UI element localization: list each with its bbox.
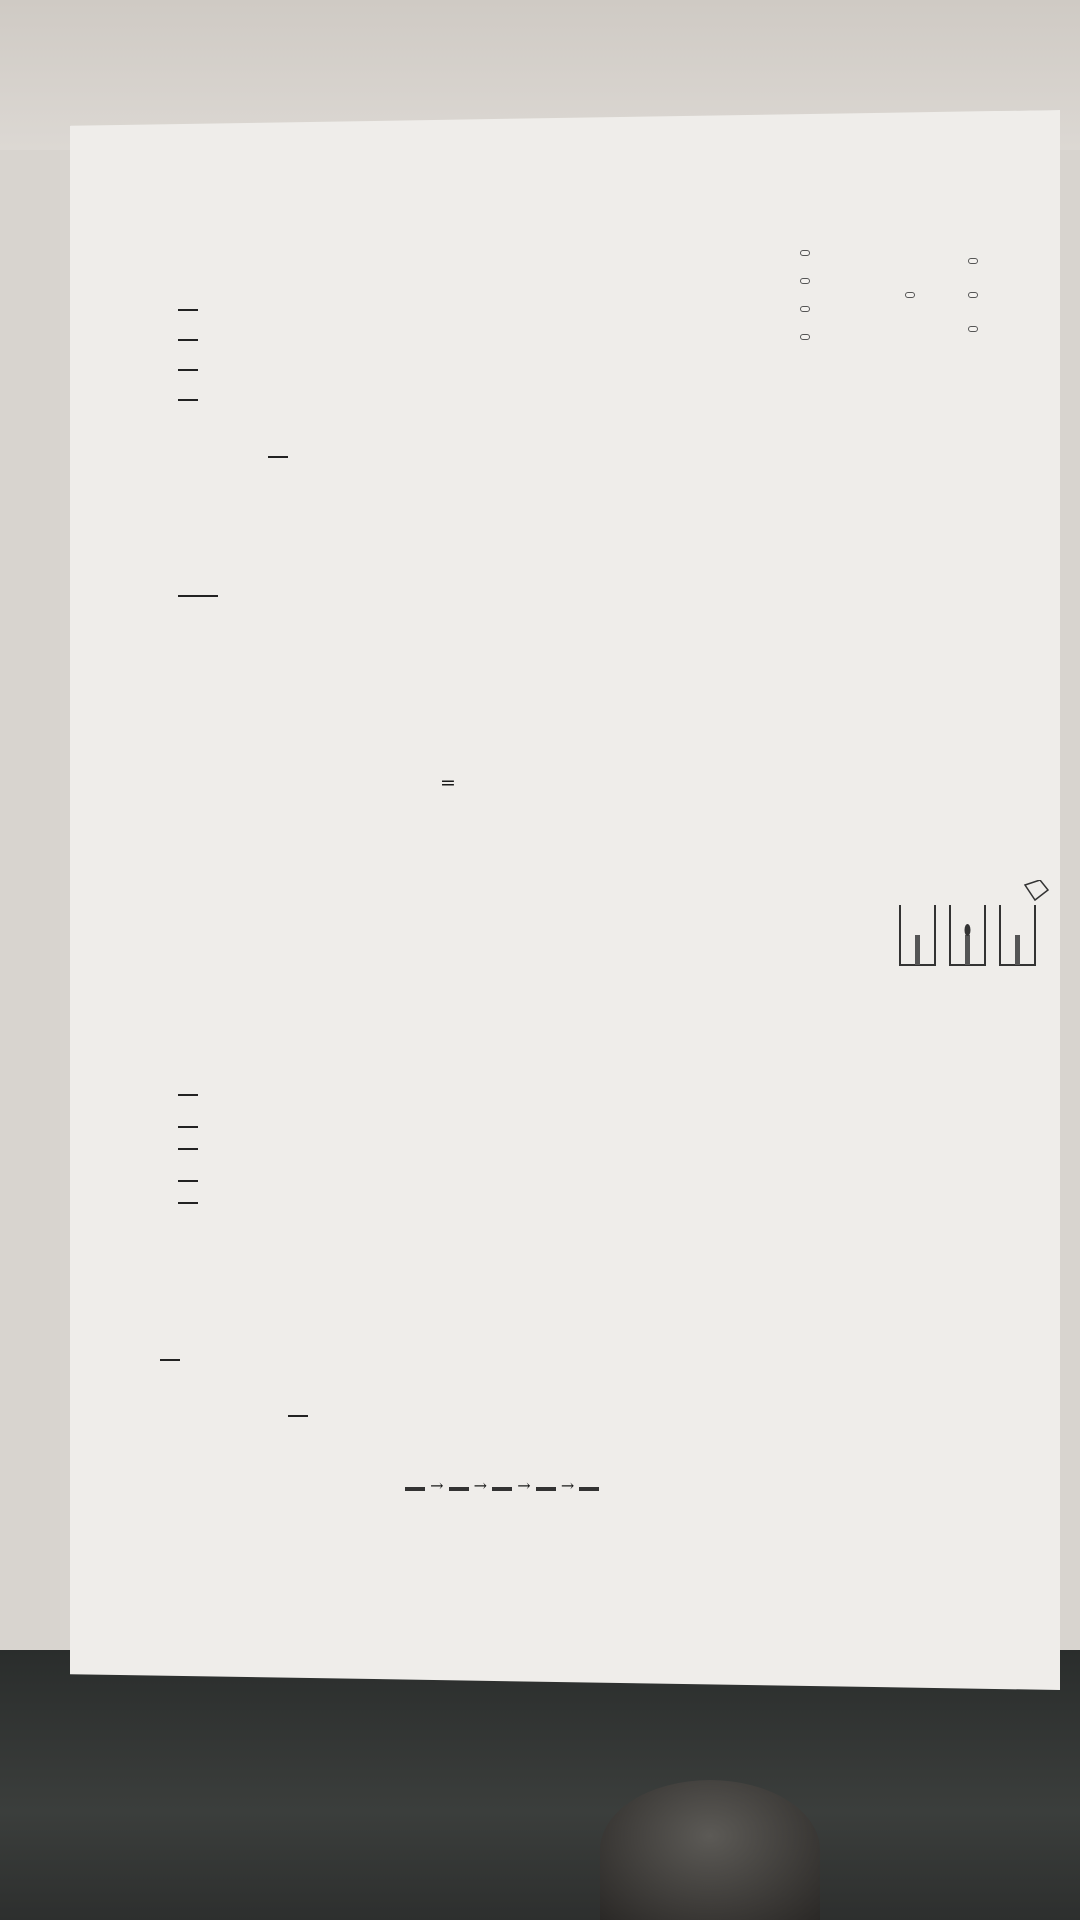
q27-2 bbox=[178, 320, 198, 339]
q29-2 bbox=[178, 1075, 198, 1094]
task1-answer1 bbox=[160, 1340, 180, 1361]
q29-3 bbox=[178, 1102, 198, 1126]
background-object bbox=[600, 1780, 820, 1920]
q27-1-answer bbox=[178, 290, 198, 311]
diagram-right-node bbox=[968, 326, 978, 332]
q28-1-answer1 bbox=[178, 576, 198, 597]
q27-5-equation bbox=[268, 437, 288, 458]
diagram-left-node bbox=[800, 306, 810, 312]
flow-step bbox=[405, 1487, 425, 1491]
q29-6 bbox=[178, 1183, 198, 1203]
q27-2-answer bbox=[178, 320, 198, 341]
process-flow: → → → → bbox=[405, 1476, 599, 1495]
q27-3-answer bbox=[178, 350, 198, 371]
naoh-structure-diagram bbox=[800, 248, 1065, 398]
q29-4 bbox=[178, 1129, 198, 1149]
q27-1 bbox=[178, 290, 198, 310]
task1-answer2 bbox=[288, 1396, 308, 1417]
flow-step bbox=[449, 1487, 469, 1491]
q27-4-answer bbox=[178, 380, 198, 401]
q29-4-answer bbox=[178, 1129, 198, 1150]
q28-1-answers bbox=[178, 576, 218, 595]
flow-step bbox=[536, 1487, 556, 1491]
diagram-left-node bbox=[800, 250, 810, 256]
q27-4 bbox=[178, 380, 198, 399]
diagram-left-node bbox=[800, 334, 810, 340]
diagram-center-node bbox=[905, 292, 915, 298]
diagram-left-node bbox=[800, 278, 810, 284]
q29-3-answer bbox=[178, 1102, 198, 1128]
q29-2-answer bbox=[178, 1075, 198, 1096]
q27-5-answer bbox=[268, 437, 288, 456]
diagram-right-node bbox=[968, 258, 978, 264]
diagram-right-node bbox=[968, 292, 978, 298]
task1-line3 bbox=[288, 1396, 308, 1416]
q27-3 bbox=[178, 350, 198, 369]
ratio-equals: = bbox=[440, 772, 456, 794]
q29-5 bbox=[178, 1156, 198, 1180]
flow-step bbox=[492, 1487, 512, 1491]
flow-step bbox=[579, 1487, 599, 1491]
q28-1-answer2 bbox=[198, 576, 218, 597]
q29-6-answer bbox=[178, 1183, 198, 1204]
task1-line1 bbox=[160, 1340, 180, 1359]
q29-5-answer bbox=[178, 1156, 198, 1182]
beaker-candle-figure bbox=[890, 880, 1050, 980]
background-fabric bbox=[0, 1650, 1080, 1920]
